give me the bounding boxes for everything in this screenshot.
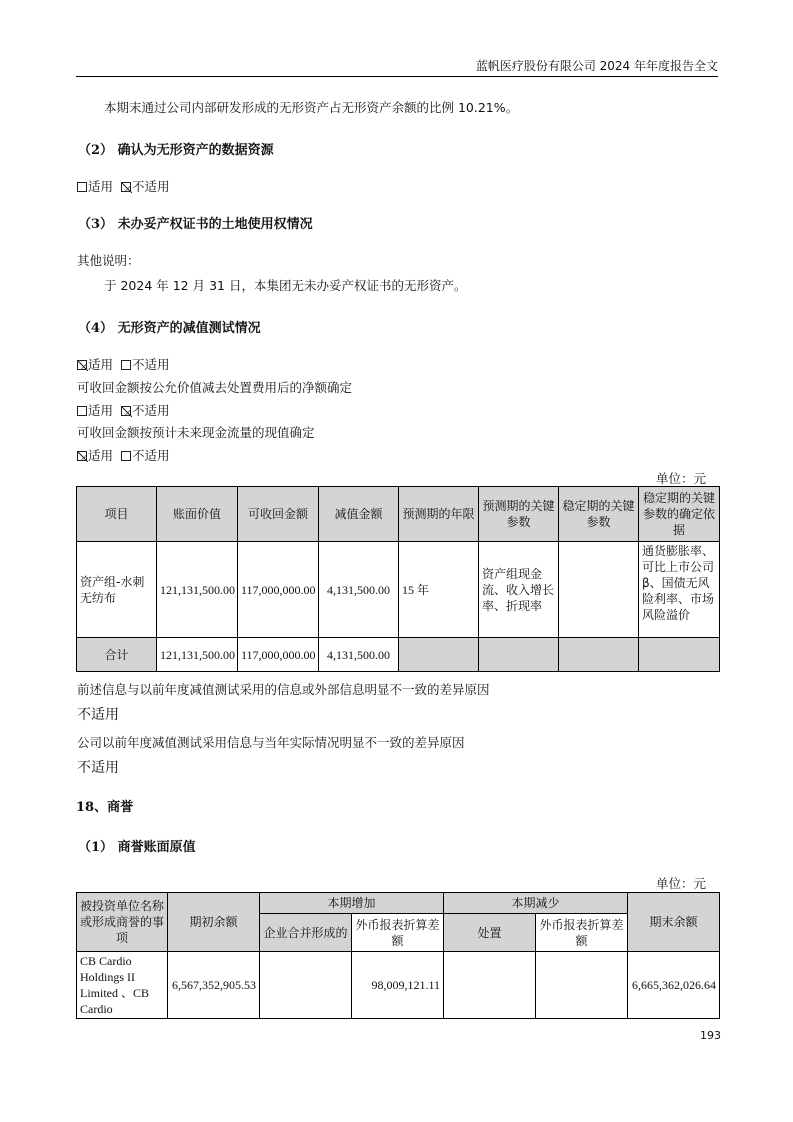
col-header-decrease-disposal: 处置 — [444, 914, 536, 952]
table-total-row — [77, 638, 720, 672]
diff1-label: 前述信息与以前年度减值测试采用的信息或外部信息明显不一致的差异原因 — [77, 682, 490, 697]
checkbox-checked-icon[interactable] — [77, 451, 87, 461]
report-title: 蓝帆医疗股份有限公司 2024 年年度报告全文 — [475, 59, 718, 73]
diff2-value: 不适用 — [77, 760, 119, 776]
section3-title: （3） 未办妥产权证书的土地使用权情况 — [78, 217, 313, 232]
cell-closing: 6,665,362,026.64 — [628, 952, 720, 1019]
option-not-applicable[interactable]: 不适用 — [121, 357, 170, 372]
section4-title: （4） 无形资产的减值测试情况 — [78, 321, 261, 336]
section2-options — [77, 177, 178, 195]
checkbox-icon[interactable] — [77, 182, 87, 192]
cell-book-value: 121,131,500.00 — [157, 542, 238, 638]
cell-empty — [639, 638, 720, 672]
cell-forecast-params: 资产组现金流、收入增长率、折现率 — [479, 542, 559, 638]
table-row — [77, 952, 720, 1019]
cell-recoverable: 117,000,000.00 — [238, 542, 319, 638]
method1-label: 可收回金额按公允价值减去处置费用后的净额确定 — [77, 380, 353, 395]
checkbox-checked-icon[interactable] — [121, 406, 131, 416]
col-header: 可收回金额 — [238, 487, 319, 542]
cell-total-recoverable: 117,000,000.00 — [238, 638, 319, 672]
section4-options — [77, 355, 178, 373]
diff1-value: 不适用 — [77, 707, 119, 723]
checkbox-icon[interactable] — [121, 451, 131, 461]
section2-title: （2） 确认为无形资产的数据资源 — [78, 143, 274, 158]
option-applicable[interactable]: 适用 — [77, 403, 113, 418]
cell-decrease-fx — [536, 952, 628, 1019]
page-header — [76, 58, 718, 77]
col-header: 预测期的关键参数 — [479, 487, 559, 542]
table-header-row — [77, 893, 720, 914]
option-applicable[interactable]: 适用 — [77, 357, 113, 372]
col-header-increase-merge: 企业合并形成的 — [260, 914, 352, 952]
section18-sub1-title: （1） 商誉账面原值 — [78, 840, 196, 855]
cell-stable-params — [559, 542, 639, 638]
col-header-opening: 期初余额 — [168, 893, 260, 952]
cell-empty — [399, 638, 479, 672]
cell-impairment: 4,131,500.00 — [319, 542, 399, 638]
page-number: 193 — [700, 1029, 721, 1042]
cell-total-label: 合计 — [77, 638, 157, 672]
option-not-applicable[interactable]: 不适用 — [121, 448, 170, 463]
section18-title: 18、商誉 — [76, 800, 134, 815]
col-header: 减值金额 — [319, 487, 399, 542]
option-applicable[interactable]: 适用 — [77, 448, 113, 463]
unit-label: 单位：元 — [656, 471, 707, 486]
intro-text: 本期末通过公司内部研发形成的无形资产占无形资产余额的比例 10.21%。 — [104, 100, 519, 115]
option-applicable[interactable]: 适用 — [77, 179, 113, 194]
col-header-entity: 被投资单位名称或形成商誉的事项 — [77, 893, 168, 952]
cell-item: 资产组-水刺无纺布 — [77, 542, 157, 638]
impairment-table — [76, 486, 720, 672]
unit-label: 单位：元 — [656, 876, 707, 891]
col-header-closing: 期末余额 — [628, 893, 720, 952]
cell-total-impairment: 4,131,500.00 — [319, 638, 399, 672]
col-header-decrease: 本期减少 — [444, 893, 628, 914]
cell-entity: CB Cardio Holdings II Limited 、CB Cardio — [77, 952, 168, 1019]
col-header: 项目 — [77, 487, 157, 542]
col-header: 稳定期的关键参数 — [559, 487, 639, 542]
cell-total-book-value: 121,131,500.00 — [157, 638, 238, 672]
method2-label: 可收回金额按预计未来现金流量的现值确定 — [77, 425, 315, 440]
col-header-increase: 本期增加 — [260, 893, 444, 914]
goodwill-table — [76, 892, 720, 1019]
cell-decrease-disposal — [444, 952, 536, 1019]
cell-empty — [479, 638, 559, 672]
method2-options — [77, 446, 178, 464]
checkbox-icon[interactable] — [77, 406, 87, 416]
checkbox-checked-icon[interactable] — [121, 182, 131, 192]
cell-opening: 6,567,352,905.53 — [168, 952, 260, 1019]
option-not-applicable[interactable]: 不适用 — [121, 179, 170, 194]
other-notes-label: 其他说明： — [77, 253, 140, 268]
table-header-row — [77, 487, 720, 542]
cell-stable-basis: 通货膨胀率、可比上市公司β、国债无风险利率、市场风险溢价 — [639, 542, 720, 638]
checkbox-icon[interactable] — [121, 360, 131, 370]
option-not-applicable[interactable]: 不适用 — [121, 403, 170, 418]
section3-note: 于 2024 年 12 月 31 日，本集团无未办妥产权证书的无形资产。 — [104, 278, 467, 293]
diff2-label: 公司以前年度减值测试采用信息与当年实际情况明显不一致的差异原因 — [77, 735, 465, 750]
method1-options — [77, 401, 178, 419]
cell-increase-fx: 98,009,121.11 — [352, 952, 444, 1019]
checkbox-checked-icon[interactable] — [77, 360, 87, 370]
col-header-decrease-fx: 外币报表折算差额 — [536, 914, 628, 952]
col-header: 账面价值 — [157, 487, 238, 542]
col-header: 预测期的年限 — [399, 487, 479, 542]
cell-empty — [559, 638, 639, 672]
cell-forecast-years: 15 年 — [399, 542, 479, 638]
cell-increase-merge — [260, 952, 352, 1019]
col-header-increase-fx: 外币报表折算差额 — [352, 914, 444, 952]
table-row — [77, 542, 720, 638]
col-header: 稳定期的关键参数的确定依据 — [639, 487, 720, 542]
